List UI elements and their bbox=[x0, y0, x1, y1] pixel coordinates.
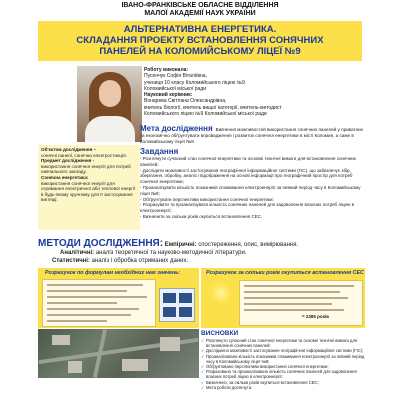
author-label: Роботу виконала: bbox=[144, 67, 189, 73]
research-object-box bbox=[38, 145, 140, 230]
photo-face bbox=[99, 80, 121, 107]
map-building bbox=[52, 335, 70, 345]
formula-panel-title: Розрахунок по формулам необхідних нам значень: bbox=[45, 270, 181, 276]
solar-label: Сонячна енергетика: bbox=[41, 174, 89, 180]
conclusion-item: ✓ Розглянуто сучасний стан сонячної енергетики та основні технічні вимоги для встановлення сонячних панелей; bbox=[201, 338, 365, 348]
formula-line bbox=[47, 314, 131, 316]
author-name: Пусенчук Софія Віталіївна, bbox=[144, 73, 207, 80]
conclusion-item: ✓ Досліджено можливості застосування географічної інформаційної системи (ГІС); bbox=[201, 348, 365, 353]
task-item: - Визначити за скільки років окупиться встановлення СЕС. bbox=[140, 213, 263, 219]
payback-line bbox=[244, 297, 348, 299]
poster-title bbox=[38, 21, 362, 61]
statistical-text: аналіз і обробка отриманих даних. bbox=[91, 258, 189, 264]
goal-text: Вивчення можливостей використання сонячних панелей у приватних та економічно обґрунтувати впровадження і розвиток сонячної енергетики в місті Коломия, а саме в Коломийському ліцеї №9. bbox=[140, 127, 364, 144]
research-tasks bbox=[140, 147, 364, 220]
conclusion-item: ✓ Проаналізовано кількість показників споживання електроенергії за певний період часу в Коломийському ліцеї №9; bbox=[201, 354, 365, 364]
conclusion-item: ✓ Визначено, за скільки років окупиться встановлення СЕС; bbox=[201, 380, 365, 385]
formula-line bbox=[47, 302, 117, 304]
subject-label: Предмет дослідження - bbox=[41, 158, 95, 164]
formula-line bbox=[47, 296, 147, 298]
solar-array-sketch bbox=[159, 288, 195, 322]
author-desc-2: Коломийської міської ради bbox=[144, 85, 206, 92]
title-line-3: ПАНЕЛЕЙ НА КОЛОМИЙСЬКОМУ ЛІЦЕЇ №9 bbox=[99, 46, 301, 57]
payback-panel-title: Розрахунок за скільки років окупиться встановлення СЕС bbox=[206, 270, 364, 276]
title-line-1: АЛЬТЕРНАТИВНА ЕНЕРГЕТИКА. bbox=[123, 24, 277, 35]
author-info bbox=[144, 67, 362, 117]
payback-calculation-box bbox=[239, 280, 363, 326]
map-building bbox=[160, 337, 180, 351]
task-item: - Розглянути сучасний стан сонячної енергетики та основні технічні вимоги для встановлення сонячних панелей; bbox=[140, 156, 357, 167]
payback-line bbox=[244, 303, 332, 305]
city-satellite-image bbox=[38, 329, 199, 378]
sun-icon bbox=[209, 282, 233, 304]
supervisor-desc-2: Коломийського ліцею №9 Коломийської міської ради bbox=[144, 111, 267, 118]
statistical-label: Статистичні: bbox=[52, 258, 90, 264]
title-line-2: СКЛАДАННЯ ПРОЕКТУ ВСТАНОВЛЕННЯ СОНЯЧНИХ bbox=[76, 35, 324, 46]
analytical-text: аналіз теоретичної та науково-методичної літератури. bbox=[95, 250, 247, 256]
formula-line bbox=[47, 308, 139, 310]
map-building bbox=[122, 359, 148, 371]
organization-line-2: МАЛОЇ АКАДЕМІЇ НАУК УКРАЇНИ bbox=[144, 10, 256, 17]
payback-result: = 2385 років bbox=[302, 314, 329, 319]
organization-header bbox=[0, 2, 400, 18]
conclusion-item: ✓ Обґрунтовано перспективи використання сонячної енергетики; bbox=[201, 364, 365, 369]
map-building bbox=[68, 361, 82, 373]
task-item: - Дослідити можливості застосування географічної інформаційної системи (ГІС), що забезпечує збір, зберігання, обробку, аналіз і відображення на основі інформації про географічний простір для потреб сонячної енергетики; bbox=[140, 167, 353, 185]
organization-line-1: ІВАНО-ФРАНКІВСЬКЕ ОБЛАСНЕ ВІДДІЛЕННЯ bbox=[121, 2, 279, 9]
research-goal bbox=[140, 126, 366, 144]
analytical-label: Аналітичні: bbox=[60, 250, 95, 256]
conclusions bbox=[201, 330, 365, 390]
solar-text: використання сонячної енергії для отримання електричної або теплової енергії в будь-якому зручному для її застосування вигляді. bbox=[41, 180, 136, 203]
subject-text: використання сонячної енергії для потреб навчального закладу. bbox=[41, 163, 131, 175]
formula-line bbox=[47, 320, 107, 322]
tasks-label: Завдання bbox=[140, 147, 179, 156]
formula-calculation-box bbox=[42, 279, 156, 327]
task-item: - Обґрунтувати перспективи використання сонячної енергетики; bbox=[140, 196, 274, 202]
author-photo bbox=[77, 66, 142, 142]
supervisor-desc-1: вчитель біології, вчитель вищої категорії, вчитель-методист bbox=[144, 104, 282, 111]
supervisor-label: Науковий керівник: bbox=[144, 92, 193, 99]
object-text: сонячні панелі, сонячна електростанція. bbox=[41, 152, 127, 158]
methods-title: МЕТОДИ ДОСЛІДЖЕННЯ: bbox=[38, 238, 164, 249]
payback-line bbox=[244, 309, 344, 311]
photo-shirt bbox=[85, 116, 135, 142]
task-item: - Розрахувати та проаналізувати кількість сонячних панелей для задоволення власних потреб ліцею в електроенергії; bbox=[140, 202, 355, 214]
conclusion-item: ✓ Розраховано та проаналізовано кількість сонячних панелей для задоволення власних потреб ліцею в електроенергії; bbox=[201, 369, 365, 379]
supervisor-name: Вонарева Світлана Олександрівна, bbox=[144, 98, 227, 105]
payback-line bbox=[244, 285, 354, 287]
author-desc-1: учениця 10 класу Коломийського ліцею №9 bbox=[144, 79, 245, 86]
conclusion-item: ✓ Мета роботи досягнута. bbox=[201, 385, 365, 390]
formula-line bbox=[47, 284, 143, 286]
formula-line bbox=[47, 290, 127, 292]
goal-label: Мета дослідження bbox=[140, 124, 213, 133]
payback-line bbox=[244, 291, 340, 293]
object-label: Об'єктом дослідження – bbox=[41, 147, 97, 152]
empirical-label: Емпіричні: bbox=[164, 242, 197, 248]
task-item: - Проаналізувати кількість показників споживання електроенергії за певний період часу в Коломийському ліцеї №9; bbox=[140, 184, 361, 196]
conclusions-title: ВИСНОВКИ bbox=[201, 330, 239, 337]
formula-panel bbox=[38, 268, 199, 328]
payback-panel bbox=[201, 268, 365, 328]
empirical-text: спостереження, опис, вимірювання. bbox=[198, 242, 299, 248]
research-methods bbox=[38, 240, 368, 265]
